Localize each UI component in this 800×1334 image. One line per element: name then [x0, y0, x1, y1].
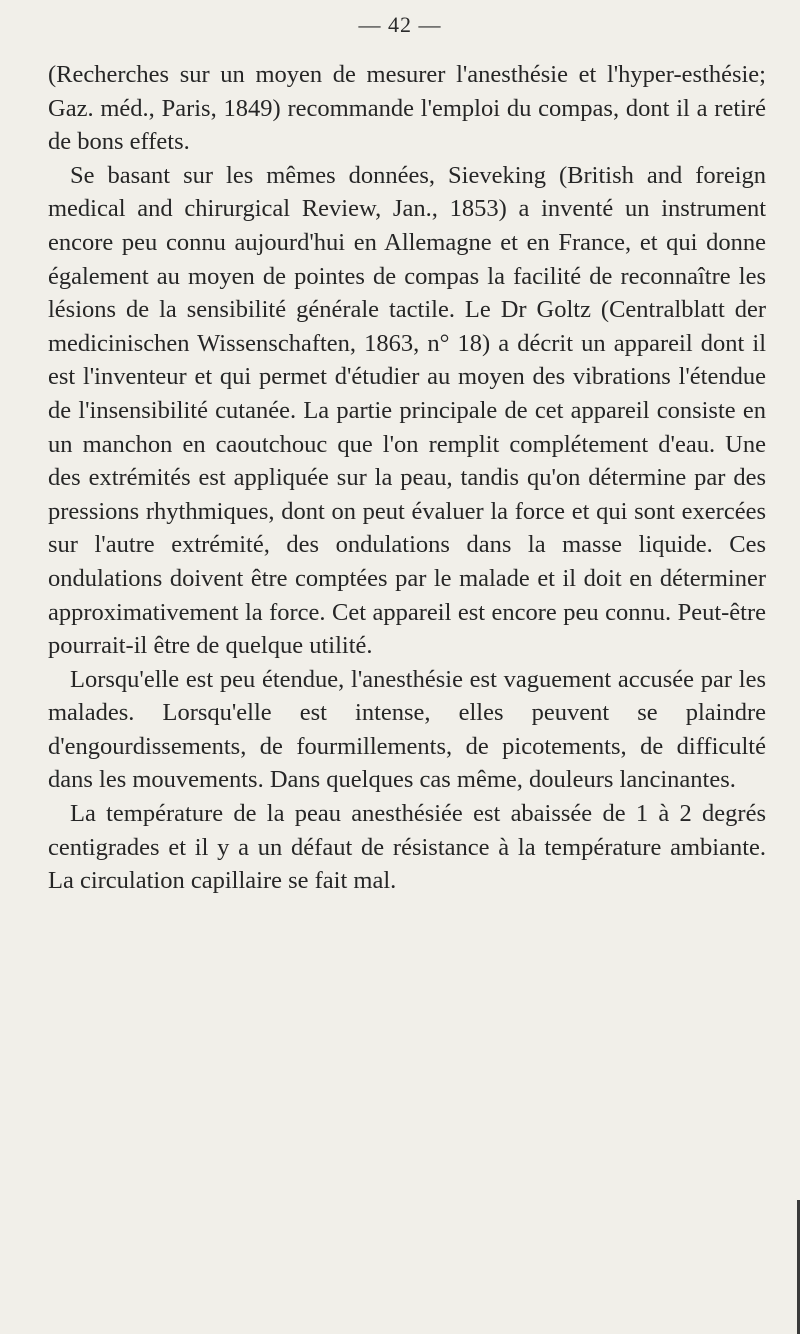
page-number: — 42 —	[358, 12, 442, 37]
paragraph-4: La température de la peau anesthésiée est abaissée de 1 à 2 degrés centigrades et il y a un défaut de résistance à la température ambiante. La circulation capillaire se fait mal.	[48, 800, 766, 895]
paragraph-2: Se basant sur les mêmes données, Sieveking (British and foreign medical and chirurgical Review, Jan., 1853) a inventé un instrument encore peu connu aujourd'hui en Allemagne et en France, et qui donne également au moyen de pointes de compas la facilité de reconnaître les lésions de la sensibilité générale tactile. Le Dr Goltz (Centralblatt der medicinischen Wissenschaften, 1863, n° 18) a décrit un appareil dont il est l'inventeur et qui permet d'étudier au moyen des vibrations l'étendue de l'insensibilité cutanée. La partie principale de cet appareil consiste en un manchon en caoutchouc que l'on remplit complétement d'eau. Une des extrémités est appliquée sur la peau, tandis qu'on détermine par des pressions rhythmiques, dont on peut évaluer la force et qui sont exercées sur l'autre extrémité, des ondulations dans la masse liquide. Ces ondulations doivent être comptées par le malade et il doit en déterminer approximativement la force. Cet appareil est encore peu connu. Peut-être pourrait-il être de quelque utilité.	[48, 161, 766, 660]
paragraph-1: (Recherches sur un moyen de mesurer l'anesthésie et l'hyper-esthésie; Gaz. méd., Paris, 1849) recommande l'emploi du compas, dont il a retiré de bons effets.	[48, 61, 766, 156]
paragraph-3: Lorsqu'elle est peu étendue, l'anesthésie est vaguement accusée par les malades. Lorsqu'elle est intense, elles peuvent se plaindre d'engourdissements, de fourmillements, de picotements, de difficulté dans les mouvements. Dans quelques cas même, douleurs lancinantes.	[48, 665, 766, 794]
body-text	[48, 58, 766, 898]
